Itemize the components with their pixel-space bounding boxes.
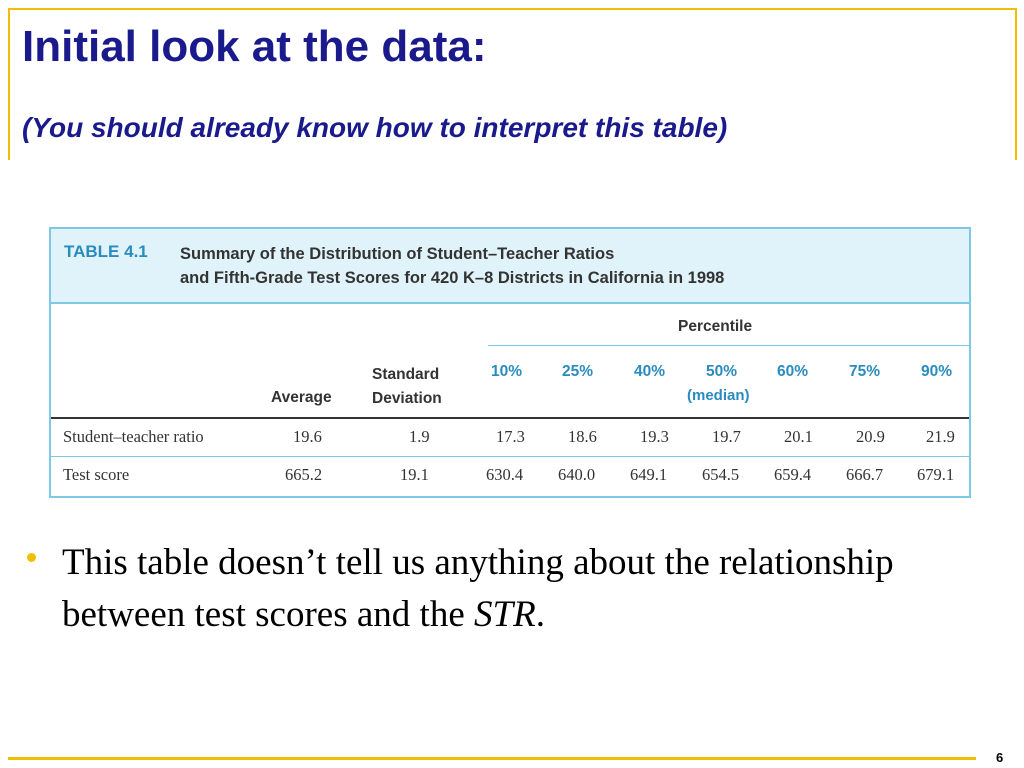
table-caption-line-2: and Fifth-Grade Test Scores for 420 K–8 Districts in California in 1998 bbox=[180, 269, 725, 287]
row-score-sd: 19.1 bbox=[400, 465, 429, 484]
table-caption-line-1: Summary of the Distribution of Student–Teacher Ratios bbox=[180, 245, 615, 263]
row-score-p10: 630.4 bbox=[486, 465, 524, 484]
row-score-p90: 679.1 bbox=[917, 465, 955, 484]
header-bottom-rule bbox=[51, 417, 969, 419]
row-score-average: 665.2 bbox=[285, 465, 323, 484]
row-str-p90: 21.9 bbox=[926, 427, 955, 446]
row-str-p10: 17.3 bbox=[496, 427, 525, 446]
row-str-average: 19.6 bbox=[293, 427, 322, 446]
percentile-header: Percentile bbox=[678, 318, 753, 335]
column-sd-header bbox=[372, 363, 442, 411]
percentile-col-50: 50% bbox=[706, 363, 738, 380]
bullet-text-emphasis: STR bbox=[474, 594, 536, 635]
row-str-p75: 20.9 bbox=[856, 427, 885, 446]
row-str-sd: 1.9 bbox=[409, 427, 430, 446]
percentile-col-90: 90% bbox=[921, 363, 953, 380]
percentile-col-10: 10% bbox=[491, 363, 523, 380]
frame-top-line bbox=[8, 8, 1017, 10]
frame-left-line bbox=[8, 8, 10, 160]
row-label-test-score: Test score bbox=[63, 465, 130, 484]
page-number: 6 bbox=[996, 750, 1004, 765]
percentile-col-25: 25% bbox=[562, 363, 594, 380]
column-average-header: Average bbox=[271, 389, 332, 406]
row-score-p25: 640.0 bbox=[558, 465, 596, 484]
row-str-p60: 20.1 bbox=[784, 427, 813, 446]
row-str-p40: 19.3 bbox=[640, 427, 669, 446]
bullet-text-end: . bbox=[535, 594, 545, 635]
bullet-text bbox=[62, 537, 962, 641]
frame-bottom-line bbox=[8, 757, 976, 760]
row-score-p60: 659.4 bbox=[774, 465, 812, 484]
summary-table bbox=[49, 227, 971, 498]
row-label-str: Student–teacher ratio bbox=[63, 427, 204, 446]
row-score-p50: 654.5 bbox=[702, 465, 740, 484]
bullet-text-main: This table doesn’t tell us anything about the relationship between test scores and the bbox=[62, 542, 894, 635]
slide-title: Initial look at the data: bbox=[22, 22, 487, 71]
percentile-rule bbox=[488, 345, 969, 346]
table-header-band bbox=[51, 229, 969, 304]
row-str-p25: 18.6 bbox=[568, 427, 597, 446]
percentile-col-75: 75% bbox=[849, 363, 881, 380]
percentile-col-40: 40% bbox=[634, 363, 666, 380]
row-score-p75: 666.7 bbox=[846, 465, 884, 484]
table-number: TABLE 4.1 bbox=[64, 242, 148, 261]
row-str-p50: 19.7 bbox=[712, 427, 741, 446]
median-note: (median) bbox=[687, 387, 750, 404]
row-score-p40: 649.1 bbox=[630, 465, 668, 484]
slide-subtitle: (You should already know how to interpret this table) bbox=[22, 112, 728, 143]
column-sd-line-2: Deviation bbox=[372, 390, 442, 407]
frame-right-line bbox=[1015, 8, 1017, 160]
row-separator bbox=[51, 456, 969, 457]
bullet-point-icon bbox=[27, 553, 36, 562]
column-sd-line-1: Standard bbox=[372, 366, 440, 383]
table-caption bbox=[180, 242, 880, 290]
percentile-col-60: 60% bbox=[777, 363, 809, 380]
